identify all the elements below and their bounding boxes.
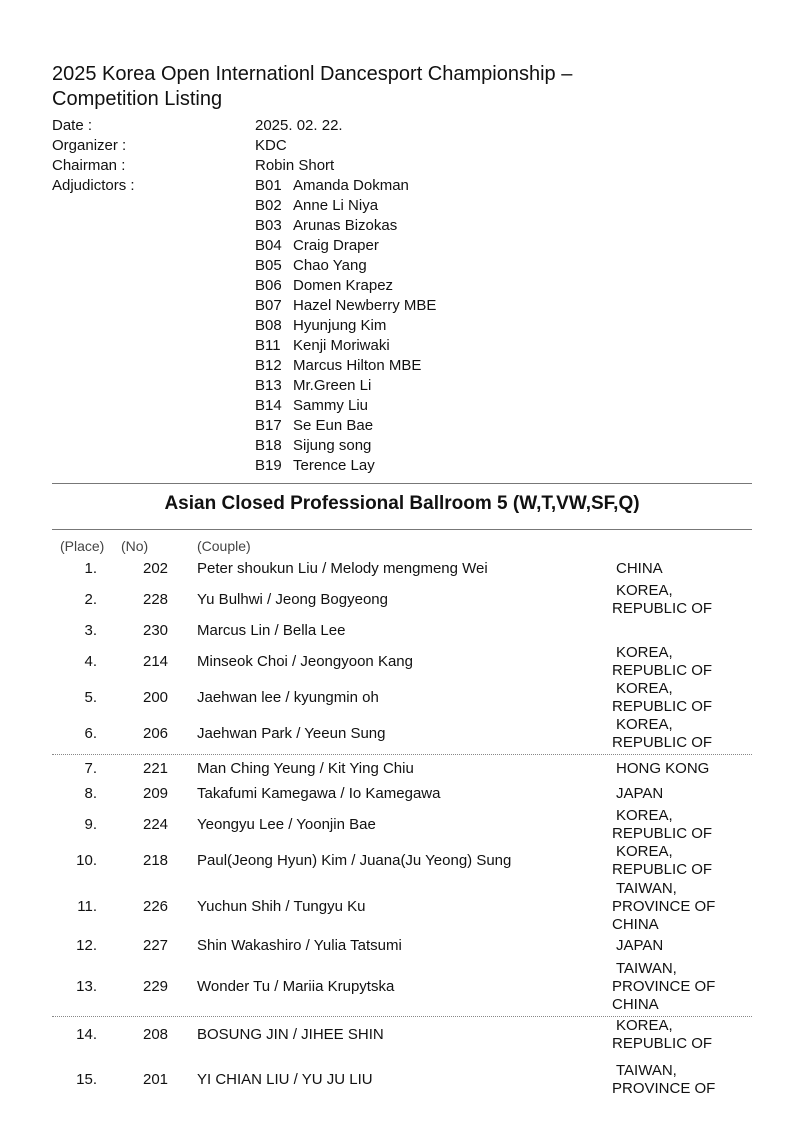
country-cell xyxy=(612,716,752,752)
country-line: REPUBLIC OF xyxy=(612,734,713,751)
section-divider-finalists xyxy=(52,754,752,755)
country-line: PROVINCE OF xyxy=(612,978,716,995)
number-cell: 226 xyxy=(143,898,169,915)
number-cell: 201 xyxy=(143,1071,169,1088)
place-cell: 2. xyxy=(84,591,97,608)
adjudicator-name: Domen Krapez xyxy=(293,277,394,294)
place-cell: 6. xyxy=(84,725,97,742)
adjudicator-name: Hyunjung Kim xyxy=(293,317,387,334)
country-cell xyxy=(612,760,752,778)
number-cell: 214 xyxy=(143,653,169,670)
column-header-no: (No) xyxy=(121,538,149,554)
couple-cell: Man Ching Yeung / Kit Ying Chiu xyxy=(197,760,414,777)
adjudicator-name: Arunas Bizokas xyxy=(293,217,398,234)
adjudicator-code: B18 xyxy=(255,437,282,454)
adjudicator-code: B14 xyxy=(255,397,282,414)
country-cell xyxy=(612,680,752,716)
number-cell: 208 xyxy=(143,1026,169,1043)
adjudicator-code: B04 xyxy=(255,237,282,254)
title-line-2: Competition Listing xyxy=(52,88,223,110)
country-line: KOREA, xyxy=(616,716,673,733)
adjudicator-name: Hazel Newberry MBE xyxy=(293,297,437,314)
country-line: KOREA, xyxy=(616,680,673,697)
adjudicator-name: Se Eun Bae xyxy=(293,417,374,434)
country-line: KOREA, xyxy=(616,807,673,824)
country-line: JAPAN xyxy=(616,785,664,802)
number-cell: 206 xyxy=(143,725,169,742)
adjudicator-item xyxy=(255,417,373,434)
place-cell: 9. xyxy=(84,816,97,833)
country-line: REPUBLIC OF xyxy=(612,1035,713,1052)
place-cell: 7. xyxy=(84,760,97,777)
couple-cell: Marcus Lin / Bella Lee xyxy=(197,622,346,639)
place-cell: 8. xyxy=(84,785,97,802)
adjudicator-name: Amanda Dokman xyxy=(293,177,409,194)
top-divider xyxy=(52,483,752,484)
adjudicator-item xyxy=(255,277,393,294)
number-cell: 221 xyxy=(143,760,169,777)
number-cell: 209 xyxy=(143,785,169,802)
event-divider xyxy=(52,529,752,530)
country-cell xyxy=(612,843,752,879)
adjudicator-name: Chao Yang xyxy=(293,257,367,274)
adjudicator-item xyxy=(255,397,368,414)
country-cell xyxy=(612,937,752,955)
country-cell xyxy=(612,880,752,934)
column-header-place: (Place) xyxy=(60,538,105,554)
country-line: KOREA, xyxy=(616,843,673,860)
country-line: REPUBLIC OF xyxy=(612,861,713,878)
couple-cell: Minseok Choi / Jeongyoon Kang xyxy=(197,653,413,670)
adjudicator-item xyxy=(255,177,409,194)
adjudicator-name: Marcus Hilton MBE xyxy=(293,357,422,374)
country-line: KOREA, xyxy=(616,1017,673,1034)
adjudicators-label: Adjudictors : xyxy=(52,177,135,194)
place-cell: 3. xyxy=(84,622,97,639)
adjudicator-code: B17 xyxy=(255,417,282,434)
country-line: JAPAN xyxy=(616,937,664,954)
place-cell: 15. xyxy=(76,1071,97,1088)
chairman-value: Robin Short xyxy=(255,157,335,174)
country-line: REPUBLIC OF xyxy=(612,662,713,679)
couple-cell: Yeongyu Lee / Yoonjin Bae xyxy=(197,816,376,833)
country-line: KOREA, xyxy=(616,644,673,661)
date-label: Date : xyxy=(52,117,93,134)
adjudicator-item xyxy=(255,257,367,274)
adjudicator-item xyxy=(255,437,371,454)
title-line-1: 2025 Korea Open Internationl Dancesport Championship – xyxy=(52,63,573,85)
adjudicator-code: B01 xyxy=(255,177,282,194)
country-line: HONG KONG xyxy=(616,760,710,777)
couple-cell: Wonder Tu / Mariia Krupytska xyxy=(197,978,395,995)
couple-cell: Yu Bulhwi / Jeong Bogyeong xyxy=(197,591,388,608)
adjudicator-code: B03 xyxy=(255,217,282,234)
adjudicator-name: Sijung song xyxy=(293,437,372,454)
place-cell: 12. xyxy=(76,937,97,954)
adjudicator-item xyxy=(255,357,421,374)
country-line: REPUBLIC OF xyxy=(612,600,713,617)
adjudicator-name: Craig Draper xyxy=(293,237,379,254)
number-cell: 202 xyxy=(143,560,169,577)
country-cell xyxy=(612,960,752,1014)
place-cell: 1. xyxy=(84,560,97,577)
adjudicator-code: B07 xyxy=(255,297,282,314)
country-line: REPUBLIC OF xyxy=(612,698,713,715)
couple-cell: Paul(Jeong Hyun) Kim / Juana(Ju Yeong) Sung xyxy=(197,852,512,869)
adjudicator-code: B19 xyxy=(255,457,282,474)
adjudicator-code: B02 xyxy=(255,197,282,214)
country-line: REPUBLIC OF xyxy=(612,825,713,842)
place-cell: 10. xyxy=(76,852,97,869)
country-line: TAIWAN, xyxy=(616,880,677,897)
couple-cell: YI CHIAN LIU / YU JU LIU xyxy=(197,1071,373,1088)
couple-cell: BOSUNG JIN / JIHEE SHIN xyxy=(197,1026,384,1043)
adjudicator-code: B13 xyxy=(255,377,282,394)
number-cell: 218 xyxy=(143,852,169,869)
couple-cell: Shin Wakashiro / Yulia Tatsumi xyxy=(197,937,402,954)
couple-cell: Jaehwan Park / Yeeun Sung xyxy=(197,725,386,742)
place-cell: 13. xyxy=(76,978,97,995)
document-title xyxy=(52,62,712,112)
adjudicator-name: Sammy Liu xyxy=(293,397,369,414)
adjudicator-item xyxy=(255,197,378,214)
number-cell: 200 xyxy=(143,689,169,706)
adjudicator-item xyxy=(255,377,371,394)
country-line: CHINA xyxy=(616,560,663,577)
adjudicator-item xyxy=(255,457,375,474)
country-line: CHINA xyxy=(612,996,659,1013)
column-header-couple: (Couple) xyxy=(197,538,251,554)
place-cell: 5. xyxy=(84,689,97,706)
adjudicator-code: B12 xyxy=(255,357,282,374)
number-cell: 229 xyxy=(143,978,169,995)
country-line: PROVINCE OF xyxy=(612,898,716,915)
adjudicator-name: Mr.Green Li xyxy=(293,377,372,394)
adjudicator-code: B08 xyxy=(255,317,282,334)
country-line: TAIWAN, xyxy=(616,960,677,977)
country-cell xyxy=(612,807,752,843)
adjudicator-code: B11 xyxy=(255,337,281,354)
adjudicator-name: Anne Li Niya xyxy=(293,197,379,214)
place-cell: 4. xyxy=(84,653,97,670)
place-cell: 11. xyxy=(77,898,97,915)
adjudicator-item xyxy=(255,297,436,314)
organizer-value: KDC xyxy=(255,137,287,154)
country-cell xyxy=(612,582,752,618)
adjudicator-name: Kenji Moriwaki xyxy=(293,337,390,354)
country-cell xyxy=(612,1062,752,1098)
event-title: Asian Closed Professional Ballroom 5 (W,T,VW,SF,Q) xyxy=(164,493,640,514)
adjudicator-code: B06 xyxy=(255,277,282,294)
country-cell xyxy=(612,644,752,680)
country-line: PROVINCE OF xyxy=(612,1080,716,1097)
adjudicator-item xyxy=(255,317,386,334)
chairman-label: Chairman : xyxy=(52,157,126,174)
couple-cell: Jaehwan lee / kyungmin oh xyxy=(197,689,379,706)
country-cell xyxy=(612,785,752,803)
country-cell xyxy=(612,1017,752,1053)
couple-cell: Takafumi Kamegawa / Io Kamegawa xyxy=(197,785,441,802)
adjudicator-name: Terence Lay xyxy=(293,457,375,474)
adjudicator-item xyxy=(255,337,390,354)
adjudicator-code: B05 xyxy=(255,257,282,274)
country-line: TAIWAN, xyxy=(616,1062,677,1079)
country-line: CHINA xyxy=(612,916,659,933)
couple-cell: Yuchun Shih / Tungyu Ku xyxy=(197,898,366,915)
number-cell: 230 xyxy=(143,622,169,639)
date-value: 2025. 02. 22. xyxy=(255,117,343,134)
place-cell: 14. xyxy=(76,1026,97,1043)
couple-cell: Peter shoukun Liu / Melody mengmeng Wei xyxy=(197,560,488,577)
number-cell: 228 xyxy=(143,591,169,608)
organizer-label: Organizer : xyxy=(52,137,127,154)
country-cell xyxy=(612,560,752,578)
country-line: KOREA, xyxy=(616,582,673,599)
number-cell: 227 xyxy=(143,937,169,954)
adjudicator-item xyxy=(255,237,379,254)
adjudicator-item xyxy=(255,217,397,234)
number-cell: 224 xyxy=(143,816,169,833)
